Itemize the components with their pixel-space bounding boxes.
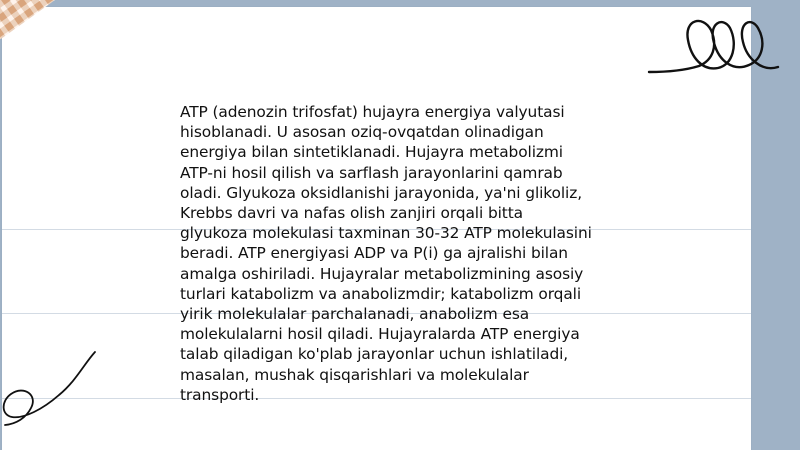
body-text: ATP (adenozin trifosfat) hujayra energiya valyutasi hisoblanadi. U asosan oziq-ovqatdan olinadigan energiya bilan sintetiklanadi. Hujayra metabolizmi ATP-ni hosil qilish va sarflash jarayonlarini qamrab oladi. Glyukoza oksidlanishi jarayonida, ya'ni glikoliz, Krebbs davri va nafas olish zanjiri orqali bitta glyukoza molekulasi taxminan 30-32 ATP molekulasini beradi. ATP energiyasi ADP va P(i) ga ajralishi bilan amalga oshiriladi. Hujayralar metabolizmining asosiy turlari katabolizm va anabolizmdir; katabolizm orqali yirik molekulalar parchalanadi, anabolizm esa molekulalarni hosil qiladi. Hujayralarda ATP energiya talab qiladigan ko'plab jarayonlar uchun ishlatiladi, masalan, mushak qisqarishlari va molekulalar transporti.	[180, 103, 592, 404]
swirl-scribble-icon	[0, 345, 105, 430]
loop-scribble-icon	[647, 12, 787, 84]
